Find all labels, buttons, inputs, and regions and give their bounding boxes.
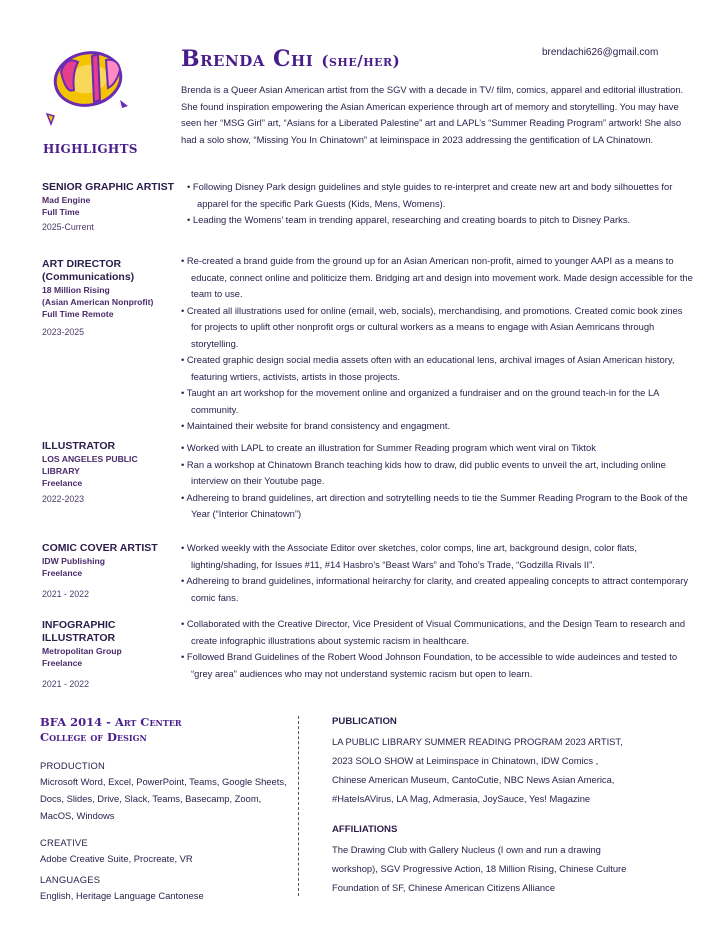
list-item: • Created all illustrations used for online (email, web, socials), merchandising, and promotions. Created comic book zines for projects to uplift other nonprofit orgs or cultural workers as a means to engage with Asian Aemricans through storytelling. [181,304,683,349]
affiliations-line: Foundation of SF, Chinese American Citizens Alliance [332,882,556,893]
job-entry-senior-graphic-artist [42,181,182,232]
job-company: 18 Million Rising [42,285,110,295]
job-entry-infographic-illustrator [42,619,182,689]
education-skills-section [40,715,290,904]
job-dates: 2021 - 2022 [42,589,89,600]
job-type: Full Time Remote [42,309,114,320]
pronouns: (she/her) [321,52,401,70]
job-role: SENIOR GRAPHIC ARTIST [42,181,175,193]
job-company: LOS ANGELES PUBLIC LIBRARY [42,454,138,477]
job-entry-comic-cover-artist [42,542,182,599]
affiliations-heading: AFFILIATIONS [332,824,398,835]
production-heading: PRODUCTION [40,760,106,771]
list-item: • Taught an art workshop for the movement online and organized a fundraiser and on the ground teach-in for the LA community. [181,387,659,415]
list-item: • Adhereing to brand guidelines, art direction and sotrytelling needs to tie the Summer Reading Program to the Book of the Year (“Interior Chinatown”) [181,491,688,519]
column-divider [298,716,299,896]
job-role: ART DIRECTOR (Communications) [42,258,135,283]
list-item: • Worked weekly with the Associate Editor over sketches, color comps, line art, background design, color flats, lighting/shading, for Issues #11, #14 Hasbro’s “Beast Wars” and Toho’s Trade, “Godzilla Rivals II”. [181,542,637,570]
job-type: Freelance [42,478,83,489]
job-type: Freelance [42,658,83,669]
job-company: IDW Publishing [42,556,106,566]
publication-line: #HateIsAVirus, LA Mag, Admerasia, JoySauce, Yes! Magazine [332,793,591,804]
creative-skills: Adobe Creative Suite, Procreate, VR [40,853,193,864]
job-type: Full Time [42,207,80,218]
list-item: • Worked with LAPL to create an illustration for Summer Reading program which went viral on Tiktok [181,442,596,453]
production-skills: Microsoft Word, Excel, PowerPoint, Teams, Google Sheets, Docs, Slides, Drive, Slack, Teams, Basecamp, Zoom, MacOS, Windows [40,776,287,821]
job-type: Freelance [42,568,83,579]
affiliations-line: workshop), SGV Progressive Action, 18 Million Rising, Chinese Culture [332,863,627,874]
list-item: • Adhereing to brand guidelines, informational heirarchy for clarity, and created appealing concepts to attract contemporary comic fans. [181,575,689,603]
name-text: Brenda Chi [181,46,314,72]
list-item: • Collaborated with the Creative Director, Vice President of Visual Communications, and the Design Team to research and create infographic illustrations about systemic racism in healthcare. [181,618,686,646]
job-bullets-infographic-illustrator [179,616,694,682]
education-heading: BFA 2014 - Art Center College of Design [40,715,182,744]
publication-heading: PUBLICATION [332,716,397,727]
publication-affiliations-section [332,714,692,897]
job-dates: 2022-2023 [42,493,85,504]
list-item: • Following Disney Park design guidelines and style guides to re-interpret and create new art and body silhouettes for apparel for the specific Park Guests (Kids, Mens, Womens). [187,181,673,209]
logo [44,44,132,130]
job-bullets-art-director [179,253,694,435]
creative-heading: CREATIVE [40,837,88,848]
publication-line: LA PUBLIC LIBRARY SUMMER READING PROGRAM 2023 ARTIST, [332,736,623,747]
job-role: ILLUSTRATOR [42,440,116,452]
list-item: • Leading the Womens’ team in trending apparel, researching and creating boards to pitch to Disney Parks. [187,214,631,225]
job-dates: 2025-Current [42,222,94,233]
job-dates: 2021 - 2022 [42,679,89,690]
list-item: • Ran a workshop at Chinatown Branch teaching kids how to draw, did public events to unveil the art, including online interview on their Youtube page. [181,458,666,486]
job-company: Mad Engine [42,195,91,205]
publication-line: 2023 SOLO SHOW at Leiminspace in Chinatown, IDW Comics , [332,755,599,766]
languages-text: English, Heritage Language Cantonese [40,890,204,901]
name-heading [181,46,400,72]
bio-paragraph: Brenda is a Queer Asian American artist from the SGV with a decade in TV/ film, comics, apparel and editorial illustration. She found inspiration empowering the Asian American experience through art of memory and storytelling. You may have seen her “MSG Girl” art, “Asians for a Liberated Palestine” art and LAPL’s “Summer Reading Program” artwork! She also had a solo show, “Missing You In Chinatown” at leiminspace in 2023 addressing the gentification of LA Chinatown. [181,84,684,146]
email-link[interactable]: brendachi626@gmail.com [542,47,659,58]
publication-line: Chinese American Museum, CantoCutie, NBC News Asian America, [332,774,615,785]
languages-heading: LANGUAGES [40,874,101,885]
job-entry-illustrator [42,440,182,504]
job-entry-art-director [42,258,182,337]
list-item: • Re-created a brand guide from the ground up for an Asian American non-profit, aimed to younger AAPI as a means to educate, connect online and politicize them. Bridging art and design into movement work. Made design accessible for the team to use. [181,255,693,299]
list-item: • Followed Brand Guidelines of the Robert Wood Johnson Foundation, to be accessible to wide audeinces and tested to “grey area” audiences who may not understand systemic racism but open to learn. [181,651,678,679]
highlights-heading: HIGHLIGHTS [43,142,138,156]
job-company-note: (Asian American Nonprofit) [42,297,154,308]
job-company: Metropolitan Group [42,646,122,656]
job-dates: 2023-2025 [42,326,85,337]
list-item: • Maintained their website for brand consistency and engagment. [181,420,451,431]
job-role: INFOGRAPHIC ILLUSTRATOR [42,619,116,644]
job-bullets-comic-cover-artist [179,540,694,606]
job-role: COMIC COVER ARTIST [42,542,158,554]
job-bullets-senior-graphic-artist [185,179,690,229]
list-item: • Created graphic design social media assets often with an educational lens, archival images of Asian American history, featuring wrtiers, activists, artists in those projects. [181,354,675,382]
affiliations-line: The Drawing Club with Gallery Nucleus (I own and run a drawing [332,844,601,855]
job-bullets-illustrator [179,440,694,523]
